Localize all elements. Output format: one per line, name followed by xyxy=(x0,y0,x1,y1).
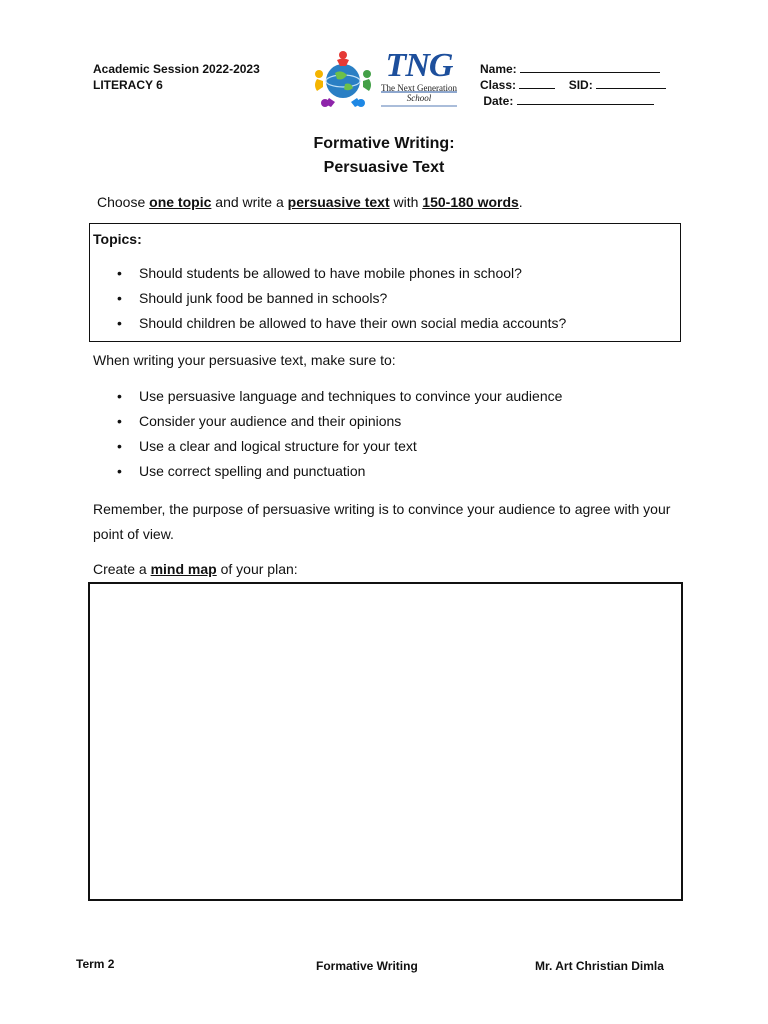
bullet-icon: • xyxy=(117,265,122,281)
footer-title: Formative Writing xyxy=(316,959,418,973)
guideline-text: Use correct spelling and punctuation xyxy=(139,463,366,479)
academic-session: Academic Session 2022-2023 xyxy=(93,62,260,76)
name-line xyxy=(520,61,660,73)
topic-item xyxy=(93,311,566,336)
title-line-1: Formative Writing: xyxy=(313,135,455,152)
logo-name: TNG xyxy=(385,47,453,84)
mindmap-text-2: of your plan: xyxy=(216,561,298,577)
bullet-icon: • xyxy=(117,315,122,331)
guideline-item xyxy=(93,384,562,409)
academic-session-block xyxy=(93,61,260,93)
date-label: Date: xyxy=(483,94,514,108)
class-label: Class: xyxy=(480,78,517,92)
intro-text-2: and write a xyxy=(211,194,288,210)
topic-item xyxy=(93,286,566,311)
guideline-item xyxy=(93,459,562,484)
guidelines-list xyxy=(93,384,562,484)
guideline-text: Use persuasive language and techniques to convince your audience xyxy=(139,388,563,404)
sid-line xyxy=(596,77,666,89)
logo-script: School xyxy=(406,93,432,103)
topics-label: Topics: xyxy=(93,231,142,247)
intro-text-3: with xyxy=(389,194,423,210)
logo-subtitle: The Next Generation xyxy=(381,83,457,93)
intro-text-1: Choose xyxy=(97,194,150,210)
name-field[interactable] xyxy=(480,61,666,77)
class-line xyxy=(519,77,555,89)
logo-wordmark xyxy=(378,48,460,103)
guideline-text: Use a clear and logical structure for your text xyxy=(139,438,417,454)
intro-text-4: . xyxy=(518,194,523,210)
class-sid-field[interactable] xyxy=(480,77,666,93)
bullet-icon: • xyxy=(117,438,122,454)
date-field[interactable] xyxy=(480,93,666,109)
topic-text: Should students be allowed to have mobile phones in school? xyxy=(139,265,522,281)
footer-teacher: Mr. Art Christian Dimla xyxy=(535,959,664,973)
mindmap-emphasis: mind map xyxy=(150,561,217,577)
remember-note: Remember, the purpose of persuasive writing is to convince your audience to agree with your point of view. xyxy=(93,501,671,542)
guideline-text: Consider your audience and their opinions xyxy=(139,413,402,429)
topic-text: Should children be allowed to have their own social media accounts? xyxy=(139,315,567,331)
subject-label: LITERACY 6 xyxy=(93,78,163,92)
mindmap-instruction xyxy=(93,559,298,579)
mindmap-area[interactable] xyxy=(88,582,683,901)
date-line xyxy=(517,93,654,105)
guidelines-intro: When writing your persuasive text, make sure to: xyxy=(93,352,396,368)
instructions xyxy=(97,192,523,212)
guideline-item xyxy=(93,434,562,459)
bullet-icon: • xyxy=(117,388,122,404)
guideline-item xyxy=(93,409,562,434)
bullet-icon: • xyxy=(117,413,122,429)
mindmap-text-1: Create a xyxy=(93,561,151,577)
topic-item xyxy=(93,261,566,286)
bullet-icon: • xyxy=(117,290,122,306)
intro-emphasis-text: persuasive text xyxy=(287,194,390,210)
student-info-fields xyxy=(480,61,666,109)
footer-term: Term 2 xyxy=(76,957,115,971)
intro-emphasis-words: 150-180 words xyxy=(422,194,519,210)
title-line-2: Persuasive Text xyxy=(323,159,445,176)
topics-list xyxy=(93,261,566,336)
page-title xyxy=(0,132,768,180)
name-label: Name: xyxy=(480,62,517,76)
bullet-icon: • xyxy=(117,463,122,479)
intro-emphasis-topic: one topic xyxy=(149,194,212,210)
topic-text: Should junk food be banned in schools? xyxy=(139,290,388,306)
sid-label: SID: xyxy=(568,78,593,92)
